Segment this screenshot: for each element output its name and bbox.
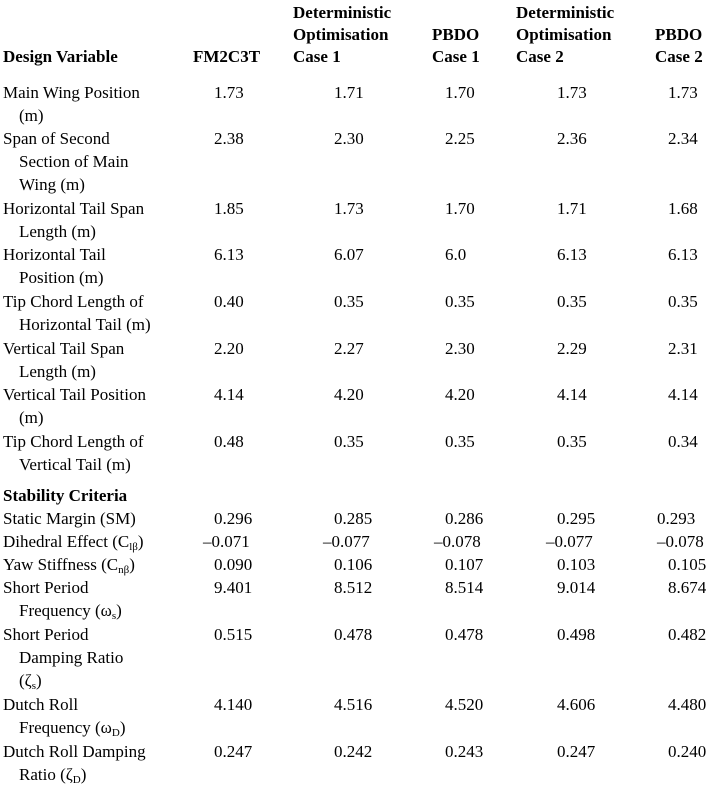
cell-fm2c3t: 4.14 (214, 385, 244, 404)
cell-pbdo1: 4.520 (445, 695, 484, 714)
cell-pbdo1: 1.70 (445, 199, 475, 218)
cell-pbdo1: 0.35 (445, 432, 475, 451)
row-label: Static Margin (SM) (3, 509, 136, 528)
cell-pbdo1: 2.25 (445, 129, 475, 148)
cell-pbdo2: 2.34 (668, 129, 698, 148)
cell-pbdo2: –0.078 (657, 532, 704, 551)
cell-pbdo2: 4.480 (668, 695, 707, 714)
cell-fm2c3t: 1.85 (214, 199, 244, 218)
row-label: Dutch Roll Frequency $(\omega_D)$ (3, 695, 126, 739)
row-label: Dutch Roll Damping Ratio $(\zeta_D)$ (3, 742, 146, 786)
cell-det1: 0.35 (334, 292, 364, 311)
cell-det2: –0.077 (546, 532, 593, 551)
cell-fm2c3t: 2.38 (214, 129, 244, 148)
cell-det1: 1.73 (334, 199, 364, 218)
cell-det1: 4.516 (334, 695, 373, 714)
cell-fm2c3t: 0.296 (214, 509, 253, 528)
cell-pbdo1: 4.20 (445, 385, 475, 404)
cell-det2: 1.71 (557, 199, 587, 218)
cell-fm2c3t: 1.73 (214, 83, 244, 102)
cell-det2: 0.35 (557, 432, 587, 451)
cell-pbdo1: 0.107 (445, 555, 484, 574)
cell-det2: 4.14 (557, 385, 587, 404)
cell-det1: 1.71 (334, 83, 364, 102)
row-label: Horizontal Tail Span Length (m) (3, 199, 145, 241)
cell-det1: 0.242 (334, 742, 373, 761)
row-label: Tip Chord Length of Vertical Tail (m) (3, 432, 144, 474)
row-label: Short Period Frequency $(\omega_s)$ (3, 578, 122, 622)
cell-det1: 6.07 (334, 245, 364, 264)
cell-det1: 0.35 (334, 432, 364, 451)
cell-det2: 9.014 (557, 578, 596, 597)
cell-pbdo1: 8.514 (445, 578, 484, 597)
header-pbdo-case-1: PBDO Case 1 (432, 25, 480, 66)
cell-pbdo1: 0.286 (445, 509, 484, 528)
cell-pbdo1: –0.078 (434, 532, 481, 551)
row-label: Horizontal Tail Position (m) (3, 245, 106, 287)
cell-pbdo2: 4.14 (668, 385, 698, 404)
cell-pbdo2: 0.293 (657, 509, 696, 528)
cell-det1: 0.106 (334, 555, 373, 574)
cell-det2: 1.73 (557, 83, 587, 102)
header-deterministic-case-2: Deterministic Optimisation Case 2 (516, 3, 615, 66)
cell-pbdo1: 6.0 (445, 245, 467, 264)
cell-pbdo2: 8.674 (668, 578, 707, 597)
row-label: Dihedral Effect $(C_{l\beta})$ (3, 532, 144, 553)
cell-pbdo2: 0.240 (668, 742, 707, 761)
cell-det1: –0.077 (323, 532, 370, 551)
cell-pbdo1: 0.478 (445, 625, 484, 644)
cell-det1: 0.478 (334, 625, 373, 644)
cell-fm2c3t: 6.13 (214, 245, 244, 264)
cell-pbdo2: 0.35 (668, 292, 698, 311)
cell-det2: 2.29 (557, 339, 587, 358)
cell-det2: 0.498 (557, 625, 596, 644)
cell-fm2c3t: –0.071 (203, 532, 250, 551)
cell-pbdo2: 2.31 (668, 339, 698, 358)
cell-det2: 0.295 (557, 509, 596, 528)
cell-pbdo2: 0.34 (668, 432, 698, 451)
cell-fm2c3t: 0.247 (214, 742, 253, 761)
header-fm2c3t: FM2C3T (193, 47, 261, 66)
header-pbdo-case-2: PBDO Case 2 (655, 25, 703, 66)
cell-fm2c3t: 9.401 (214, 578, 253, 597)
row-label: Vertical Tail Span Length (m) (3, 339, 125, 381)
cell-det1: 8.512 (334, 578, 373, 597)
cell-det2: 6.13 (557, 245, 587, 264)
cell-fm2c3t: 0.48 (214, 432, 244, 451)
row-label: Span of Second Section of Main Wing (m) (3, 129, 129, 194)
cell-pbdo2: 6.13 (668, 245, 698, 264)
section-title-stability-criteria: Stability Criteria (3, 486, 128, 505)
cell-fm2c3t: 0.40 (214, 292, 244, 311)
row-label: Yaw Stiffness $(C_{n\beta})$ (3, 555, 135, 576)
cell-pbdo2: 1.68 (668, 199, 698, 218)
row-label: Short Period Damping Ratio $(\zeta_s)$ (3, 625, 124, 692)
cell-fm2c3t: 0.515 (214, 625, 253, 644)
cell-det1: 4.20 (334, 385, 364, 404)
cell-fm2c3t: 2.20 (214, 339, 244, 358)
cell-pbdo1: 0.35 (445, 292, 475, 311)
row-label: Vertical Tail Position (m) (3, 385, 146, 427)
cell-fm2c3t: 4.140 (214, 695, 253, 714)
cell-det2: 0.247 (557, 742, 596, 761)
cell-pbdo2: 0.482 (668, 625, 707, 644)
cell-det2: 0.35 (557, 292, 587, 311)
cell-det2: 4.606 (557, 695, 596, 714)
cell-pbdo2: 0.105 (668, 555, 707, 574)
row-label: Tip Chord Length of Horizontal Tail (m) (3, 292, 151, 334)
cell-det2: 2.36 (557, 129, 587, 148)
cell-fm2c3t: 0.090 (214, 555, 253, 574)
cell-pbdo1: 2.30 (445, 339, 475, 358)
cell-det2: 0.103 (557, 555, 596, 574)
cell-det1: 0.285 (334, 509, 373, 528)
header-design-variable: Design Variable (3, 47, 118, 66)
cell-det1: 2.30 (334, 129, 364, 148)
cell-det1: 2.27 (334, 339, 364, 358)
cell-pbdo1: 1.70 (445, 83, 475, 102)
header-deterministic-case-1: Deterministic Optimisation Case 1 (293, 3, 392, 66)
cell-pbdo1: 0.243 (445, 742, 484, 761)
cell-pbdo2: 1.73 (668, 83, 698, 102)
row-label: Main Wing Position (m) (3, 83, 140, 125)
